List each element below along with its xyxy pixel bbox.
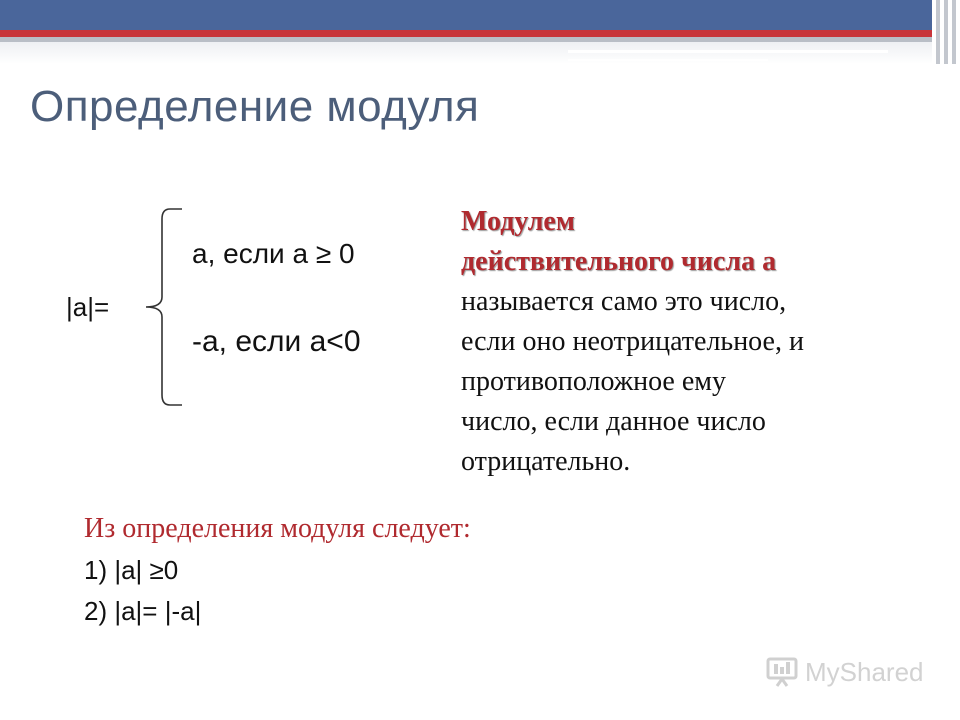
definition-text [461,202,931,482]
presentation-screen-icon [765,656,799,688]
header-highlight-line-2 [568,59,768,61]
case-nonnegative: a, если a ≥ 0 [192,238,355,269]
definition-term-line-2: действительного числа а [461,246,777,277]
conclusion-heading: Из определения модуля следует: [84,513,471,544]
slide-title: Определение модуля [30,82,480,131]
absolute-value-label: |a|= [66,292,110,322]
case-negative: -a, если a<0 [192,325,361,358]
watermark [765,656,924,688]
definition-body-line: называется само это число, [461,286,787,317]
header-vertical-stripes [934,0,960,64]
definition-body-line: число, если данное число [461,406,766,437]
conclusion-item-2: 2) |a|= |-a| [84,596,202,626]
watermark-text: MyShared [805,656,924,687]
definition-body-line: если оно неотрицательное, и [461,326,804,357]
definition-body-line: отрицательно. [461,446,631,477]
conclusion-item-1: 1) |a| ≥0 [84,555,179,585]
header-red-bar [0,30,932,37]
header-highlight-line [568,50,888,53]
definition-body-line: противоположное ему [461,366,727,397]
header-fade-bar [0,42,932,64]
header-blue-bar [0,0,932,30]
definition-term-line-1: Модулем [461,206,575,237]
curly-brace [140,205,190,410]
